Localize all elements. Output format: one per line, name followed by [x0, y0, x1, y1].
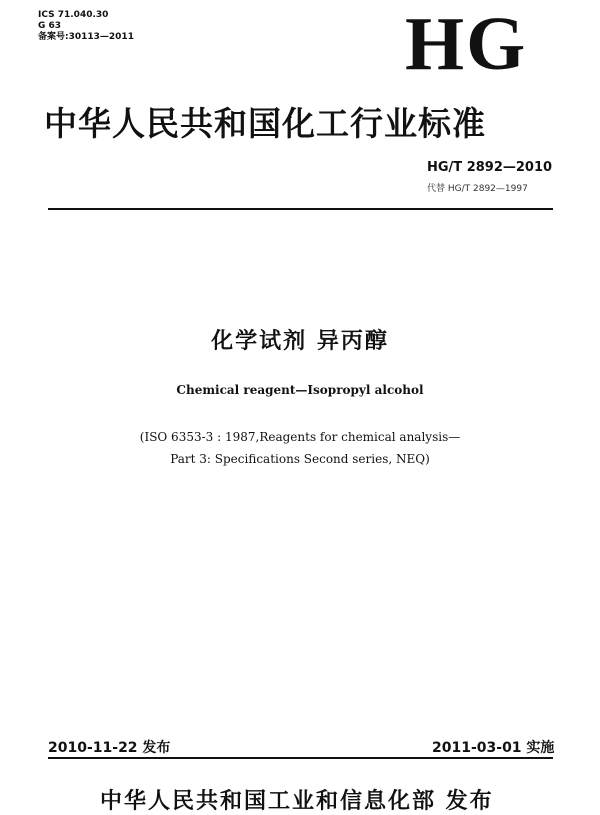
top-divider	[48, 208, 553, 210]
record-number: 备案号:30113—2011	[38, 32, 134, 42]
document-title-cn: 化学试剂 异丙醇	[211, 329, 389, 354]
document-meta	[38, 10, 134, 43]
standard-code: HG/T 2892—2010	[427, 160, 553, 175]
issue-date: 2010-11-22 发布	[48, 740, 171, 756]
bottom-divider	[48, 757, 553, 759]
ics-code: ICS 71.040.30	[38, 10, 109, 20]
classification-code: G 63	[38, 21, 62, 31]
iso-reference-line-1: (ISO 6353-3 : 1987,Reagents for chemical analysis—	[139, 430, 461, 444]
hg-logo: HG	[405, 2, 528, 86]
replaces-standard: 代替 HG/T 2892—1997	[427, 184, 528, 194]
iso-reference-line-2: Part 3: Specifications Second series, NEQ)	[170, 452, 430, 466]
standard-body-title: 中华人民共和国化工行业标准	[44, 104, 486, 143]
publisher: 中华人民共和国工业和信息化部 发布	[100, 789, 494, 814]
implementation-date: 2011-03-01 实施	[432, 740, 555, 756]
document-title-en: Chemical reagent—Isopropyl alcohol	[176, 383, 424, 397]
